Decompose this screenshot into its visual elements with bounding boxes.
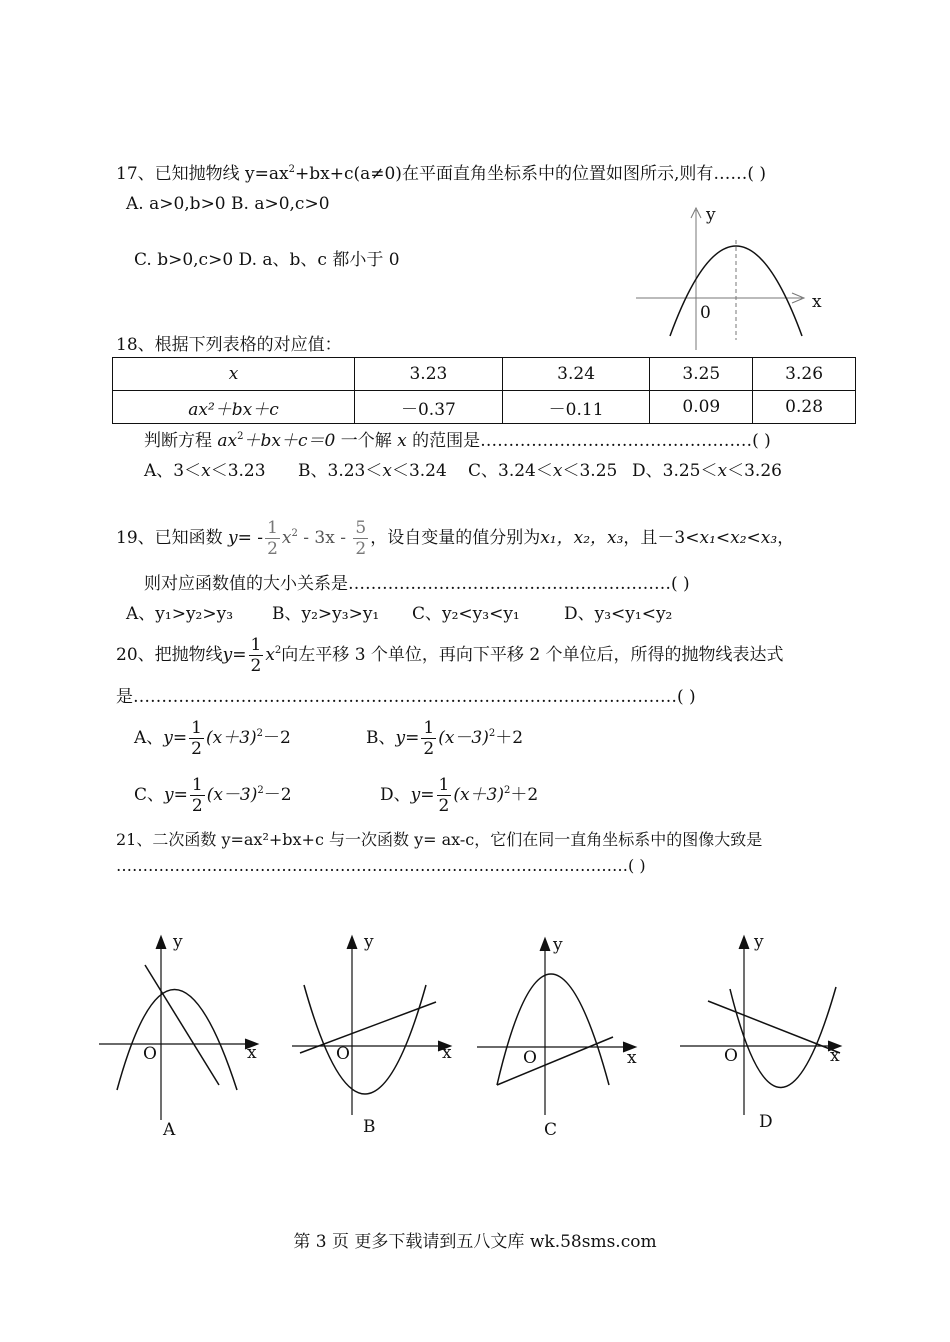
table-cell: 0.09 — [650, 391, 753, 424]
q18-option-d: D、3.25＜x＜3.26 — [632, 461, 782, 481]
q20-y-eq: y= — [222, 645, 247, 665]
q17-stem-a: 已知抛物线 y=ax — [154, 164, 289, 184]
q19-ineq: x₁<x₂<x₃ — [699, 528, 778, 548]
graph-c-letter: C — [544, 1120, 558, 1140]
table-cell: －0.37 — [355, 391, 503, 424]
q17-stem-b: +bx+c(a≠0)在平面直角坐标系中的位置如图所示,则有……( ) — [295, 164, 767, 184]
table-cell: －0.11 — [502, 391, 650, 424]
q18-judge-eq: ax — [217, 431, 238, 451]
q20-x2: x — [265, 645, 275, 665]
q19-stem-a: 19、已知函数 — [116, 528, 223, 548]
table-cell: 3.26 — [753, 358, 856, 391]
graph-a-y-label: y — [173, 932, 183, 952]
q17-graph-x-label: x — [812, 292, 822, 312]
q19-frac-1: $\frac{1}{2}$ — [267, 518, 278, 559]
q18-options — [144, 460, 782, 482]
q19-option-a: A、y₁>y₂>y₃ — [126, 604, 234, 624]
q19-func-x2: x — [281, 528, 292, 548]
q21-line2: ……………………………………………………………………………………( ) — [116, 856, 646, 875]
q17-graph-origin-label: 0 — [700, 303, 711, 323]
q18-judge-a: 判断方程 — [144, 431, 218, 451]
table-row — [113, 358, 856, 391]
q17-options-cd: C. b>0,c>0 D. a、b、c 都小于 0 — [134, 250, 400, 270]
q18-option-b: B、3.23＜x＜3.24 — [298, 461, 447, 481]
graph-b-y-label: y — [364, 932, 374, 952]
graph-d-letter: D — [759, 1112, 773, 1132]
graph-a-letter: A — [163, 1120, 176, 1140]
q18-judge-d: 的范围是…………………………………………( ) — [406, 431, 771, 451]
q19-stem-d: ， — [777, 528, 795, 548]
table-row — [113, 391, 856, 424]
q17-num: 17、 — [116, 164, 155, 184]
q18-judge-line: 判断方程 $ax^2+bx+c=0$ 一个解 x 的范围是…………………………………………( ) — [144, 431, 771, 451]
graph-a-origin: O — [143, 1044, 157, 1064]
q20-stem-b: 向左平移 3 个单位，再向下平移 2 个单位后，所得的抛物线表达式 — [281, 645, 784, 665]
graph-d-origin: O — [724, 1046, 738, 1066]
q20-line2: 是……………………………………………………………………………………( ) — [116, 687, 696, 707]
graph-d-x-label: x — [830, 1046, 840, 1066]
q19-options — [126, 603, 672, 625]
q18-judge-c: 一个解 — [335, 431, 398, 451]
q19-option-b: B、y₂>y₃>y₁ — [272, 604, 380, 624]
table-cell: 0.28 — [753, 391, 856, 424]
graph-b-origin: O — [336, 1044, 350, 1064]
graph-c-x-label: x — [627, 1048, 637, 1068]
q18-stem: 18、根据下列表格的对应值： — [116, 335, 342, 355]
q19-vars: x₁，x₂，x₃ — [540, 528, 624, 548]
table-cell: x — [113, 358, 355, 391]
q21-graph-d — [678, 925, 858, 1145]
q19-func-eq: = - — [237, 528, 264, 548]
q19-stem-b: ，设自变量的值分别为 — [370, 528, 541, 548]
q20-option-d: D、y= $\frac{1}{2}$ $(x+3)^2+2$ — [380, 775, 539, 816]
table-cell: 3.23 — [355, 358, 503, 391]
q17-graph — [630, 200, 830, 360]
q17-stem: 17、已知抛物线 $y=ax^2+bx+c(a\ne 0)$在平面直角坐标系中的位置如图所示,则有……( ) — [116, 164, 767, 184]
q19-func-mid: - 3x - — [297, 528, 352, 548]
q17-options-ab: A. a>0,b>0 B. a>0,c>0 — [126, 194, 330, 214]
q20-option-a: A、y= $\frac{1}{2}$ $(x+3)^2-2$ — [134, 718, 291, 759]
graph-c-origin: O — [523, 1048, 537, 1068]
table-cell: 3.24 — [502, 358, 650, 391]
q20-frac: $\frac{1}{2}$ — [250, 635, 262, 676]
q18-option-a: A、3＜x＜3.23 — [144, 461, 266, 481]
q21-graph-b — [290, 925, 470, 1145]
q18-judge-x: x — [397, 431, 407, 451]
q19-stem: 19、已知函数 y= - $\frac{1}{2}$ $x^2 - 3x$ - $\frac{5}{2}$ ，设自变量的值分别为x₁，x₂，x₃，且－3<x₁<x₂<x₃， — [116, 518, 795, 559]
q20-option-c: C、y= $\frac{1}{2}$ $(x-3)^2-2$ — [134, 775, 292, 816]
q20-stem: 20、把抛物线y= $\frac{1}{2}$ $x^2$向左平移 3 个单位，再向下平移 2 个单位后，所得的抛物线表达式 — [116, 635, 784, 676]
page-footer: 第 3 页 更多下载请到五八文库 wk.58sms.com — [293, 1232, 657, 1252]
q19-frac-2: $\frac{5}{2}$ — [355, 518, 367, 559]
q19-func-y: y — [228, 528, 238, 548]
q17-graph-y-label: y — [706, 205, 716, 225]
graph-d-y-label: y — [754, 932, 764, 952]
graph-b-letter: B — [363, 1117, 376, 1137]
q21-stem: 21、二次函数 y=ax²+bx+c 与一次函数 y= ax-c，它们在同一直角坐标系中的图像大致是 — [116, 830, 763, 849]
q20-option-b: B、y= $\frac{1}{2}$ $(x-3)^2+2$ — [366, 718, 524, 759]
q19-option-c: C、y₂<y₃<y₁ — [412, 604, 520, 624]
q19-option-d: D、y₃<y₁<y₂ — [564, 604, 673, 624]
table-cell: ax²＋bx＋c — [113, 391, 355, 424]
q18-judge-b: ＋bx＋c＝0 — [243, 431, 336, 451]
q19-line2: 则对应函数值的大小关系是…………………………………………………( ) — [144, 574, 690, 594]
graph-a-x-label: x — [247, 1043, 257, 1063]
q20-stem-a: 20、把抛物线 — [116, 645, 223, 665]
q19-stem-c: ，且－3< — [623, 528, 700, 548]
graph-c-y-label: y — [553, 935, 563, 955]
q18-value-table — [112, 357, 856, 424]
q21-graph-a — [95, 925, 275, 1145]
graph-b-x-label: x — [442, 1043, 452, 1063]
q18-option-c: C、3.24＜x＜3.25 — [468, 461, 618, 481]
table-cell: 3.25 — [650, 358, 753, 391]
q21-graph-c — [475, 925, 655, 1145]
